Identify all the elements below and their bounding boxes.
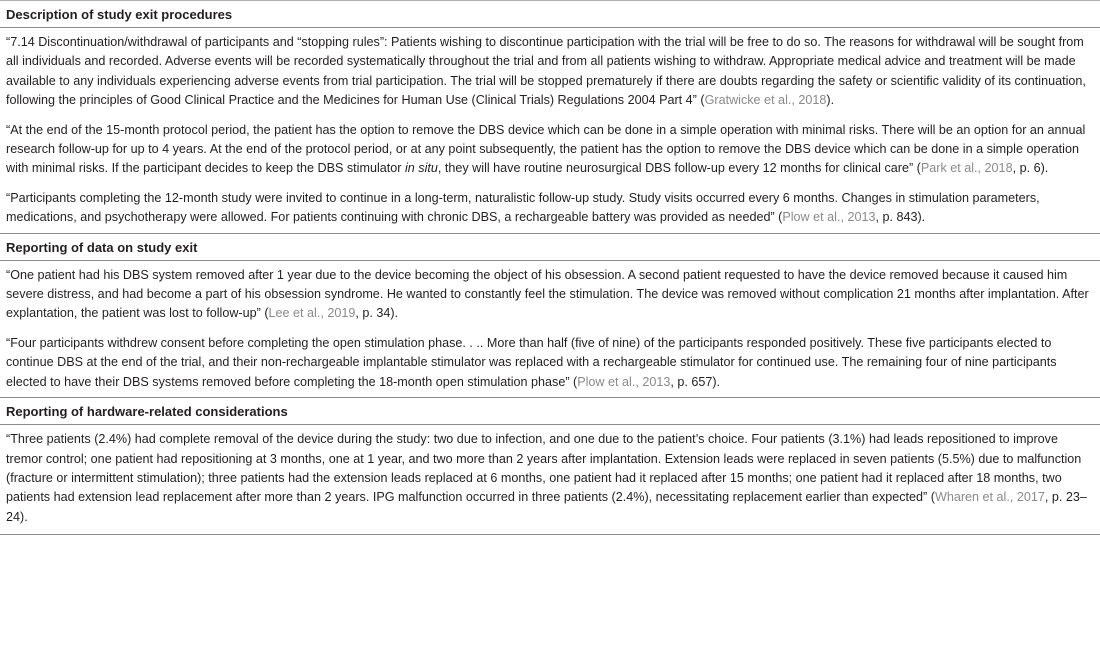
quote-paragraph: [6, 116, 1094, 184]
quote-paragraph: [6, 28, 1094, 116]
section-header: Reporting of hardware-related considerations: [0, 398, 1100, 425]
citation-link[interactable]: Plow et al., 2013: [577, 374, 671, 389]
quote-text: “One patient had his DBS system removed after 1 year due to the device becoming the object of his obsession. A second patient requested to have the device removed because it caused him severe distress, and had become a part of his obsession syndrome. He wanted to constantly feel the stimulation. The device was removed without complication 21 months after implantation. After explantation, the patient was lost to follow-up” (: [6, 267, 1089, 321]
quote-suffix: , p. 6).: [1012, 161, 1049, 176]
quote-suffix: , p. 23–24).: [6, 490, 1087, 524]
section-header: Reporting of data on study exit: [0, 234, 1100, 261]
quote-suffix: , p. 34).: [355, 306, 399, 321]
section-header: Description of study exit procedures: [0, 1, 1100, 28]
section-body: [0, 28, 1100, 233]
quote-suffix: ).: [826, 93, 835, 108]
quote-text: “Participants completing the 12-month study were invited to continue in a long-term, naturalistic follow-up study. Study visits occurred every 6 months. Changes in stimulation parameters, medications, and psychotherapy were allowed. For patients continuing with chronic DBS, a rechargeable battery was provided as needed” (: [6, 190, 1040, 225]
quote-paragraph: [6, 184, 1094, 233]
section-reporting-study-exit: [0, 233, 1100, 397]
quote-italic-text: in situ: [404, 161, 438, 176]
section-body: [0, 425, 1100, 532]
quote-suffix: , p. 843).: [875, 210, 926, 225]
citation-link[interactable]: Plow et al., 2013: [782, 210, 876, 225]
quote-text: “At the end of the 15-month protocol period, the patient has the option to remove the DBS device which can be done in a simple operation with minimal risks. There will be an option for an annual research follow-up for up to 4 years. At the end of the protocol period, or at any point subsequently, the patient has the option to remove the DBS device which can be done in a simple operation with minimal risks. If the participant decides to keep the DBS stimulator: [6, 122, 1086, 176]
section-hardware-considerations: [0, 397, 1100, 535]
section-body: [0, 261, 1100, 397]
citation-link[interactable]: Lee et al., 2019: [268, 306, 356, 321]
quote-text: “Three patients (2.4%) had complete removal of the device during the study: two due to infection, and one due to the patient’s choice. Four patients (3.1%) had leads repositioned to improve tremor control; one patient had repositioning at 3 months, one at 1 year, and two more than 2 years after implantation. Extension leads were replaced in seven patients (5.5%) due to malfunction (fracture or intermittent stimulation); three patients had the extension leads replaced at 6 months, one patient had it replaced after 15 months; one patient had it replaced after 18 months, two patients had extension lead replacement after more than 2 years. IPG malfunction occurred in three patients (2.4%), necessitating replacement earlier than expected” (: [6, 432, 1082, 505]
quote-paragraph: [6, 425, 1094, 532]
citation-link[interactable]: Park et al., 2018: [920, 161, 1013, 176]
quote-paragraph: [6, 329, 1094, 397]
quote-paragraph: [6, 261, 1094, 329]
quote-text: , they will have routine neurosurgical DBS follow-up every 12 months for clinical care” (: [437, 161, 921, 176]
table-bottom-rule: [0, 534, 1100, 535]
quote-text: “Four participants withdrew consent before completing the open stimulation phase. . .. More than half (five of nine) of the participants responded positively. These five participants elected to continue DBS at the end of the trial, and their non-rechargeable implantable stimulator was replaced with a rechargeable stimulator for continued use. The remaining four of nine participants elected to have their DBS systems removed before completing the 18-month open stimulation phase” (: [6, 335, 1057, 389]
quote-text: “7.14 Discontinuation/withdrawal of participants and “stopping rules”: Patients wishing to discontinue participation with the trial will be free to do so. The reasons for withdrawal will be sought from all individuals and recorded. Adverse events will be recorded systematically throughout the trial and from all patients wishing to withdraw. Appropriate medical advice and treatment will be made available to any individuals experiencing adverse events from trial participation. The trial will be stopped prematurely if there are doubts regarding the safety or scientific validity of its continuation, following the principles of Good Clinical Practice and the Medicines for Human Use (Clinical Trials) Regulations 2004 Part 4” (: [6, 35, 1086, 108]
section-study-exit-procedures: [0, 0, 1100, 233]
citation-link[interactable]: Wharen et al., 2017: [934, 490, 1045, 505]
quote-suffix: , p. 657).: [670, 374, 721, 389]
citation-link[interactable]: Gratwicke et al., 2018: [704, 93, 827, 108]
